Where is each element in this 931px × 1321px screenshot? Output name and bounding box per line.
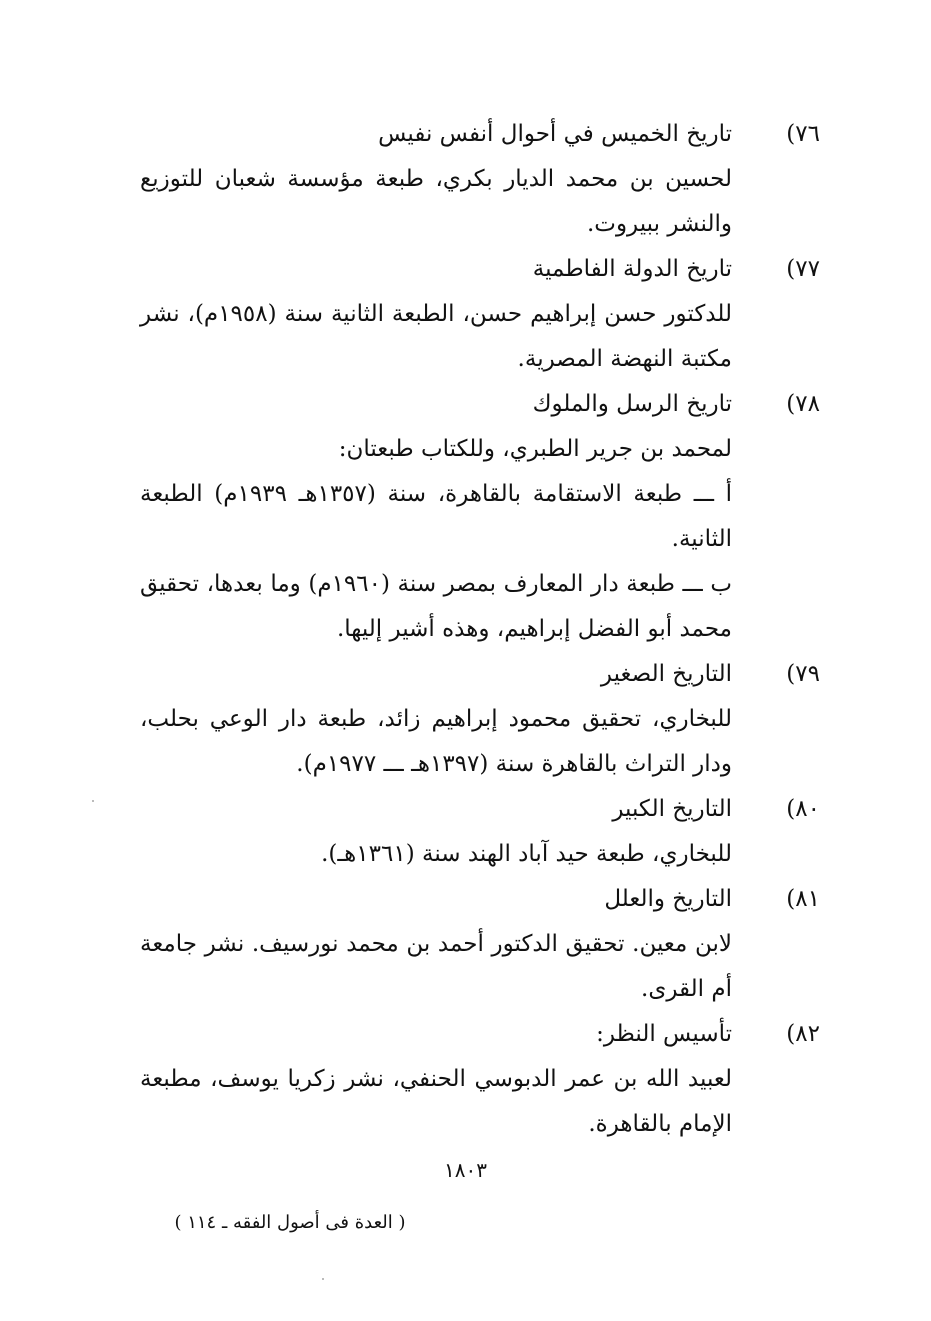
entry-heading [140,382,820,427]
entry-line: أ ـــ طبعة الاستقامة بالقاهرة، سنة (١٣٥٧هـ ١٩٣٩م) الطبعة الثانية. [140,481,732,552]
entry-76 [140,112,820,247]
entry-heading [140,652,820,697]
entry-78 [140,382,820,652]
entry-80 [140,787,820,877]
footer-book-title: ( العدة فى أصول الفقه ـ ١١٤ ) [174,1212,406,1233]
entry-number: ٨٠) [786,796,820,822]
entry-description [140,1057,732,1147]
entry-title: التاريخ الكبير [612,796,732,822]
entry-line: للدكتور حسن إبراهيم حسن، الطبعة الثانية سنة (١٩٥٨م)، نشر مكتبة النهضة المصرية. [140,301,732,372]
entry-81 [140,877,820,1012]
entry-number: ٨١) [786,886,820,912]
bibliography-list [140,112,820,1147]
entry-heading [140,112,820,157]
entry-number: ٧٩) [786,661,820,687]
entry-82 [140,1012,820,1147]
scan-speck [92,800,94,802]
entry-description [140,427,732,652]
entry-heading [140,787,820,832]
entry-heading [140,877,820,922]
entry-description [140,922,732,1012]
entry-description [140,832,732,877]
entry-number: ٧٧) [786,256,820,282]
entry-line: لعبيد الله بن عمر الدبوسي الحنفي، نشر زكريا يوسف، مطبعة الإمام بالقاهرة. [140,1066,732,1137]
entry-line: للبخاري، طبعة حيد آباد الهند سنة (١٣٦١هـ). [321,841,732,867]
entry-77 [140,247,820,382]
entry-description [140,697,732,787]
entry-79 [140,652,820,787]
entry-description [140,292,732,382]
entry-title: تاريخ الخميس في أحوال أنفس نفيس [378,121,732,147]
entry-title: تاريخ الرسل والملوك [532,391,732,417]
scan-speck [322,1278,324,1280]
entry-line: لحسين بن محمد الديار بكري، طبعة مؤسسة شعبان للتوزيع والنشر ببيروت. [140,166,732,237]
entry-line: لابن معين. تحقيق الدكتور أحمد بن محمد نورسيف. نشر جامعة أم القرى. [140,931,732,1002]
entry-description [140,157,732,247]
entry-number: ٨٢) [786,1021,820,1047]
entry-title: تاريخ الدولة الفاطمية [532,256,732,282]
entry-line: لمحمد بن جرير الطبري، وللكتاب طبعتان: [338,436,732,462]
entry-number: ٧٦) [786,121,820,147]
entry-title: تأسيس النظر: [596,1021,732,1047]
entry-number: ٧٨) [786,391,820,417]
entry-line: ب ـــ طبعة دار المعارف بمصر سنة (١٩٦٠م) وما بعدها، تحقيق محمد أبو الفضل إبراهيم، وهذه أشير إليها. [140,571,732,642]
entry-title: التاريخ الصغير [600,661,732,687]
page-number: ١٨٠٣ [444,1158,487,1182]
entry-line: للبخاري، تحقيق محمود إبراهيم زائد، طبعة دار الوعي بحلب، ودار التراث بالقاهرة سنة (١٣٩٧هـ ـــ ١٩٧٧م). [140,706,732,777]
entry-title: التاريخ والعلل [604,886,732,912]
entry-heading [140,1012,820,1057]
entry-heading [140,247,820,292]
